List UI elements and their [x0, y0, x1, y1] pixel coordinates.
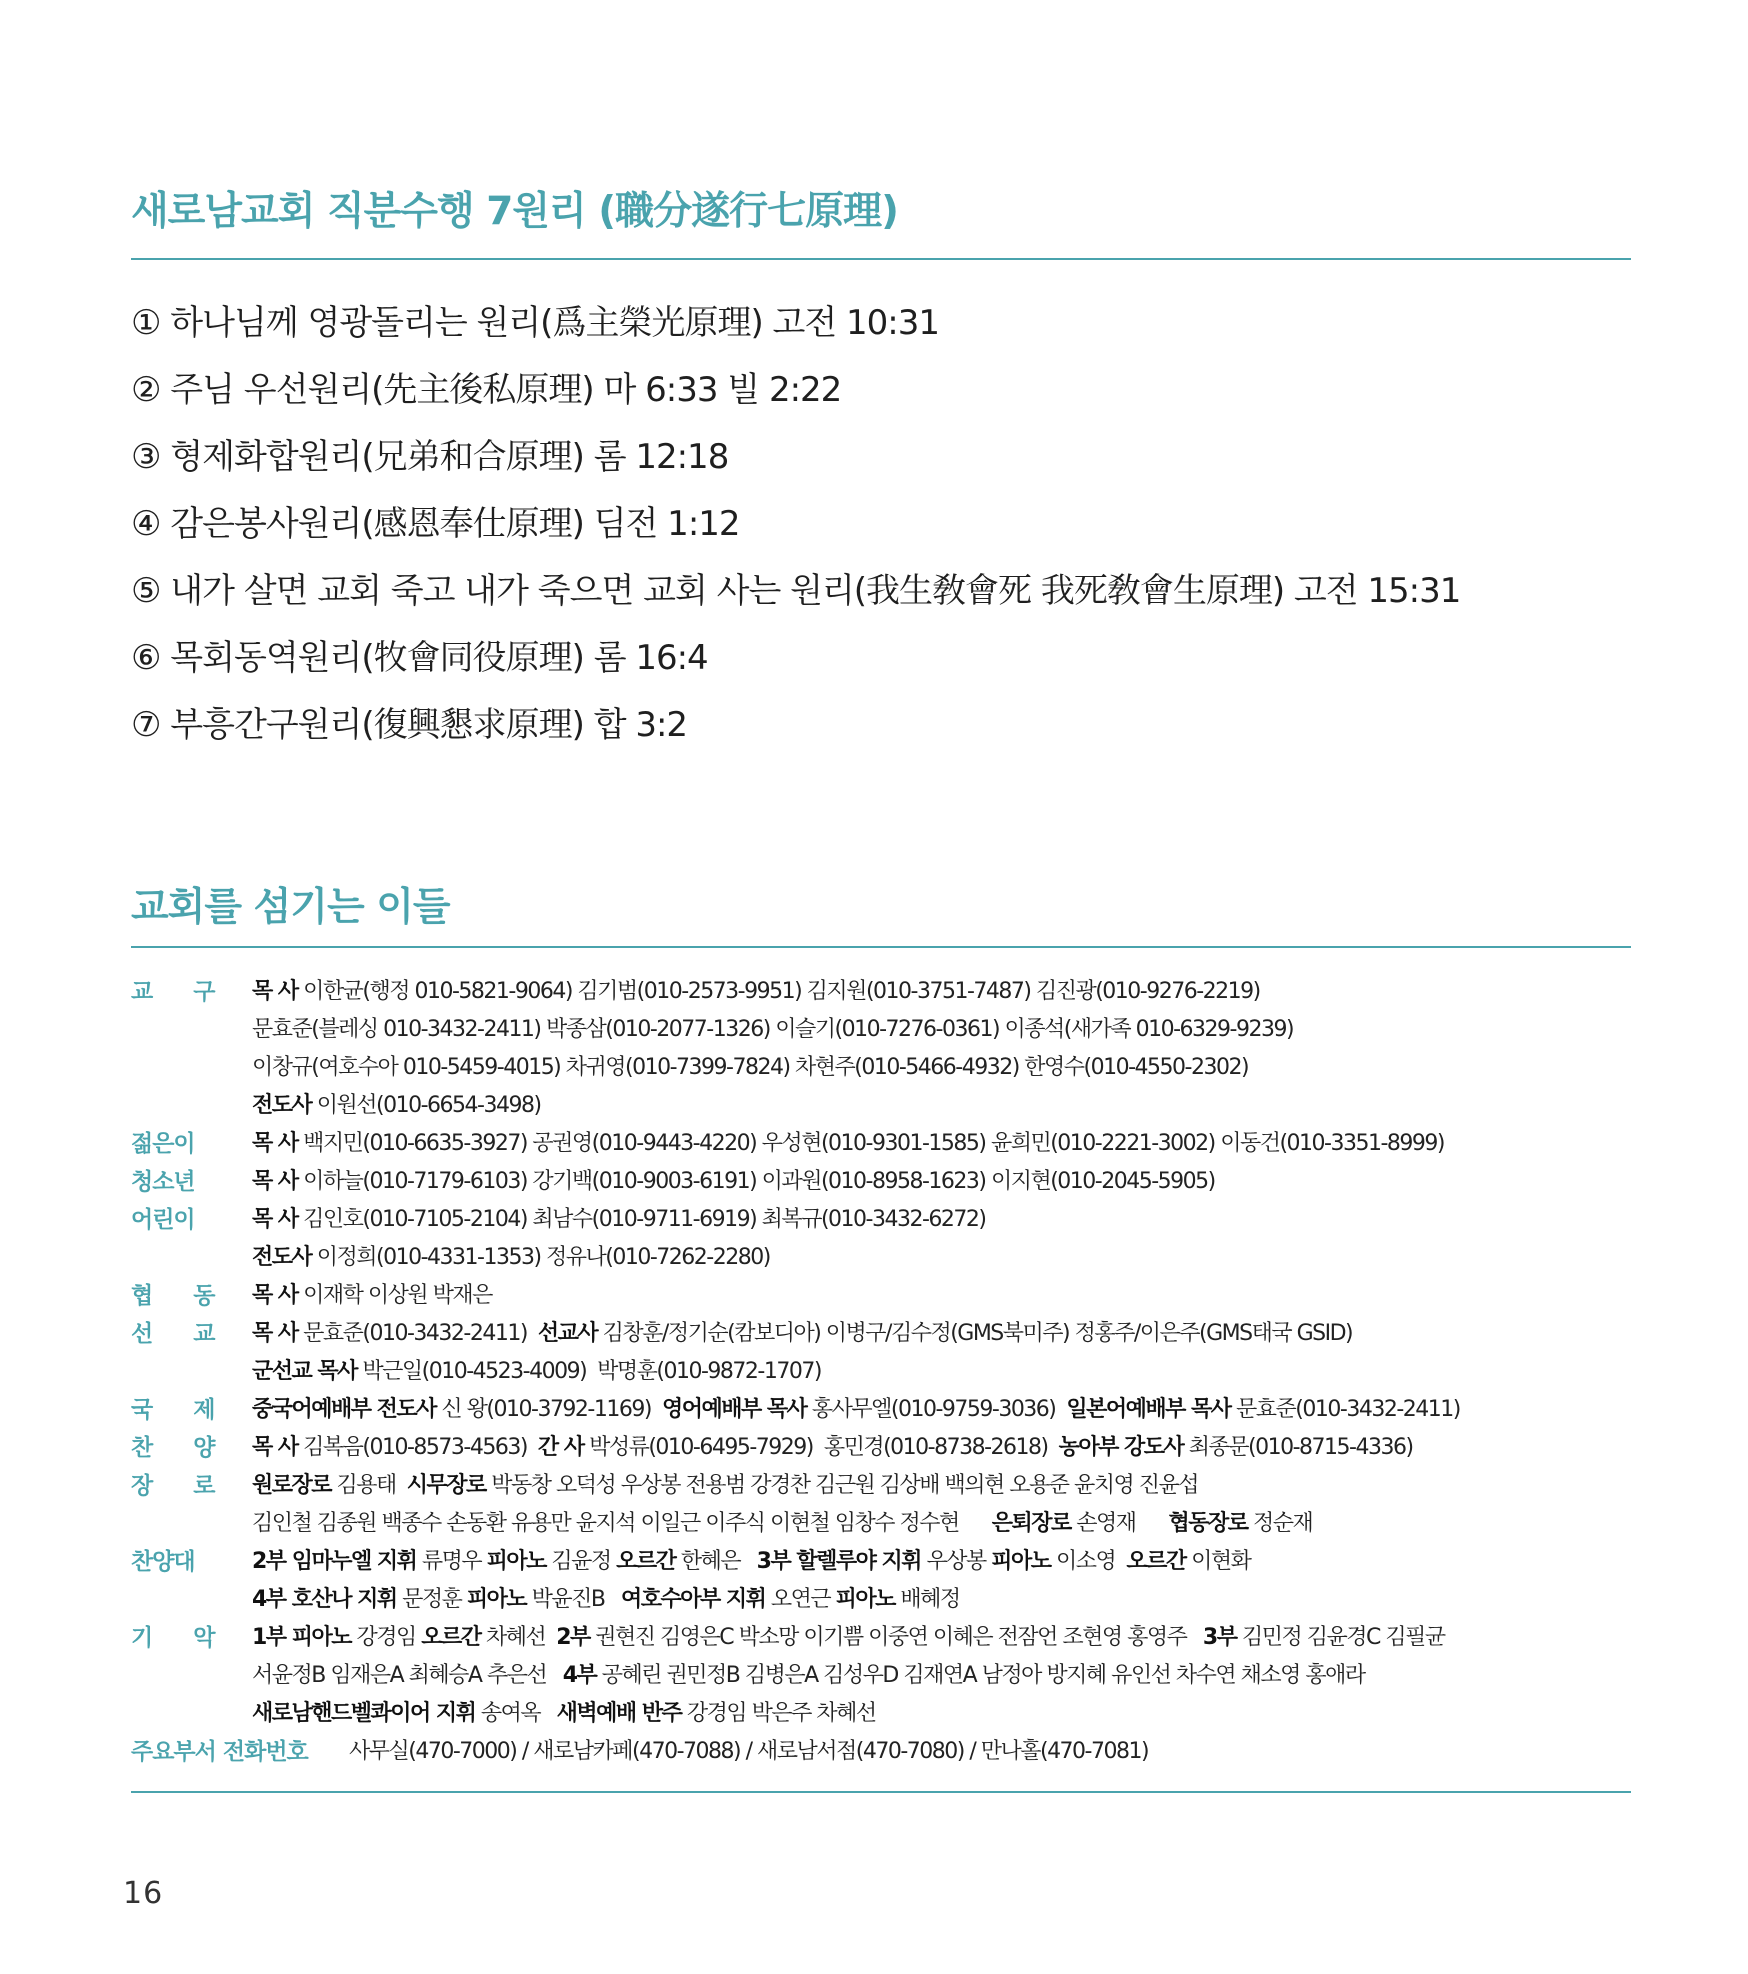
staff-entries	[252, 1163, 1215, 1201]
role-label: 3부 할렐루야 지휘	[756, 1549, 922, 1574]
staff-names: 이재학 이상원 박재은	[297, 1283, 492, 1308]
role-label: 은퇴장로	[991, 1511, 1071, 1536]
staff-names: 김인호(010-7105-2104) 최남수(010-9711-6919) 최복규(010-3432-6272)	[297, 1207, 986, 1232]
role-label: 원로장로	[252, 1473, 332, 1498]
category-label: 선 교	[131, 1321, 232, 1347]
staff-entries	[252, 1619, 1445, 1657]
staff-names: 이소영	[1050, 1549, 1127, 1574]
staff-names: 정순재	[1247, 1511, 1313, 1536]
directory-row	[131, 1619, 1631, 1657]
category-label: 어린이	[131, 1207, 195, 1233]
role-label: 3부	[1202, 1625, 1237, 1650]
role-label: 간 사	[537, 1435, 584, 1460]
principle-item: ③ 형제화합원리(兄弟和合原理) 롬 12:18	[131, 437, 729, 477]
department-phones-row	[131, 1733, 1631, 1771]
role-label: 오르간	[1126, 1549, 1186, 1574]
role-label: 선교사	[537, 1321, 598, 1346]
role-label: 피아노	[466, 1587, 527, 1612]
staff-names: 이한균(행정 010-5821-9064) 김기범(010-2573-9951) 김지원(010-3751-7487) 김진광(010-9276-2219)	[297, 979, 1260, 1004]
staff-entries	[252, 1087, 541, 1125]
role-label: 농아부 강도사	[1058, 1435, 1184, 1460]
category-label: 장 로	[131, 1473, 232, 1499]
role-label: 여호수아부 지휘	[620, 1587, 766, 1612]
role-label: 피아노	[835, 1587, 895, 1612]
directory-row	[131, 1391, 1631, 1429]
role-label: 시무장로	[406, 1473, 486, 1498]
staff-names: 차혜선	[480, 1625, 557, 1650]
staff-entries	[252, 1543, 1250, 1581]
directory-row	[131, 1657, 1631, 1695]
role-label: 전도사	[252, 1245, 312, 1270]
category-label: 청소년	[131, 1169, 195, 1195]
staff-names: 송여옥	[475, 1701, 557, 1726]
staff-names: 박성류(010-6495-7929) 홍민경(010-8738-2618)	[583, 1435, 1059, 1460]
staff-entries	[252, 1277, 492, 1315]
servants-divider	[131, 946, 1631, 948]
staff-names: 우상봉	[921, 1549, 992, 1574]
role-label: 새벽예배 반주	[556, 1701, 682, 1726]
directory-row	[131, 1011, 1631, 1049]
directory-row	[131, 1125, 1631, 1163]
staff-names: 이창규(여호수아 010-5459-4015) 차귀영(010-7399-7824) 차현주(010-5466-4932) 한영수(010-4550-2302)	[252, 1055, 1249, 1080]
servants-title: 교회를 섬기는 이들	[131, 885, 450, 930]
staff-entries	[252, 1391, 1460, 1429]
role-label: 새로남핸드벨콰이어 지휘	[252, 1701, 476, 1726]
category-label: 찬 양	[131, 1435, 232, 1461]
directory-row	[131, 1429, 1631, 1467]
staff-names: 이하늘(010-7179-6103) 강기백(010-9003-6191) 이과원(010-8958-1623) 이지현(010-2045-5905)	[297, 1169, 1215, 1194]
directory-row	[131, 1695, 1631, 1733]
title-divider	[131, 258, 1631, 260]
role-label: 2부	[556, 1625, 590, 1650]
servants-directory	[131, 973, 1631, 1771]
staff-entries	[252, 1581, 960, 1619]
role-label: 목 사	[252, 1435, 298, 1460]
directory-row	[131, 1049, 1631, 1087]
department-phones-label: 주요부서 전화번호	[131, 1739, 308, 1765]
role-label: 목 사	[252, 1131, 298, 1156]
role-label: 협동장로	[1168, 1511, 1248, 1536]
role-label: 목 사	[252, 1283, 298, 1308]
role-label: 오르간	[421, 1625, 481, 1650]
category-label: 국 제	[131, 1397, 232, 1423]
role-label: 중국어예배부 전도사	[252, 1397, 436, 1422]
staff-names: 문효준(010-3432-2411)	[297, 1321, 538, 1346]
staff-entries	[252, 1429, 1413, 1467]
category-label: 젊은이	[131, 1131, 195, 1157]
directory-row	[131, 1353, 1631, 1391]
category-label: 협 동	[131, 1283, 232, 1309]
directory-row	[131, 1087, 1631, 1125]
principle-item: ⑥ 목회동역원리(牧會同役原理) 롬 16:4	[131, 638, 708, 678]
staff-names: 공혜린 권민정B 김병은A 김성우D 김재연A 남정아 방지혜 유인선 차수연 채소영 홍애라	[596, 1663, 1365, 1688]
role-label: 1부 피아노	[252, 1625, 351, 1650]
staff-names: 이현화	[1185, 1549, 1251, 1574]
role-label: 2부 임마누엘 지휘	[252, 1549, 417, 1574]
directory-row	[131, 1201, 1631, 1239]
role-label: 4부 호산나 지휘	[252, 1587, 397, 1612]
staff-names: 신 왕(010-3792-1169)	[435, 1397, 662, 1422]
staff-entries	[252, 1657, 1365, 1695]
directory-row	[131, 1543, 1631, 1581]
staff-names: 이원선(010-6654-3498)	[311, 1093, 541, 1118]
role-label: 오르간	[616, 1549, 676, 1574]
directory-row	[131, 1277, 1631, 1315]
staff-entries	[252, 1049, 1248, 1087]
directory-row	[131, 1467, 1631, 1505]
staff-entries	[252, 1011, 1293, 1049]
principle-item: ② 주님 우선원리(先主後私原理) 마 6:33 빌 2:22	[131, 370, 842, 410]
staff-names: 배혜정	[894, 1587, 960, 1612]
staff-names: 권현진 김영은C 박소망 이기쁨 이중연 이혜은 전잠언 조현영 홍영주	[589, 1625, 1203, 1650]
staff-names: 문효준(블레싱 010-3432-2411) 박종삼(010-2077-1326) 이슬기(010-7276-0361) 이종석(새가족 010-6329-9239)	[252, 1017, 1294, 1042]
directory-row	[131, 973, 1631, 1011]
role-label: 목 사	[252, 1207, 298, 1232]
directory-row	[131, 1163, 1631, 1201]
staff-names: 이정희(010-4331-1353) 정유나(010-7262-2280)	[311, 1245, 770, 1270]
staff-names: 서윤정B 임재은A 최혜승A 추은선	[252, 1663, 563, 1688]
staff-entries	[252, 1201, 985, 1239]
staff-entries	[252, 1125, 1444, 1163]
staff-names: 박근일(010-4523-4009) 박명훈(010-9872-1707)	[356, 1359, 821, 1384]
staff-names: 백지민(010-6635-3927) 공권영(010-9443-4220) 우성현(010-9301-1585) 윤희민(010-2221-3002) 이동건(010-3351-8999)	[297, 1131, 1444, 1156]
department-phones-text: 사무실(470-7000) / 새로남카페(470-7088) / 새로남서점(470-7080) / 만나홀(470-7081)	[349, 1739, 1149, 1764]
staff-names: 김인철 김종원 백종수 손동환 유용만 윤지석 이일근 이주식 이현철 임창수 정수현	[252, 1511, 992, 1536]
staff-names: 김윤정	[545, 1549, 617, 1574]
role-label: 군선교 목사	[252, 1359, 357, 1384]
staff-names: 문정훈	[396, 1587, 467, 1612]
role-label: 목 사	[252, 1169, 298, 1194]
role-label: 피아노	[486, 1549, 546, 1574]
role-label: 목 사	[252, 1321, 298, 1346]
staff-entries	[252, 1315, 1352, 1353]
role-label: 전도사	[252, 1093, 312, 1118]
bottom-divider	[131, 1791, 1631, 1793]
role-label: 영어예배부 목사	[661, 1397, 807, 1422]
staff-names: 홍사무엘(010-9759-3036)	[806, 1397, 1067, 1422]
principle-item: ⑤ 내가 살면 교회 죽고 내가 죽으면 교회 사는 원리(我生敎會死 我死敎會生原理) 고전 15:31	[131, 571, 1461, 611]
directory-row	[131, 1239, 1631, 1277]
category-label: 찬양대	[131, 1549, 195, 1575]
staff-names: 강경임 박은주 차혜선	[681, 1701, 876, 1726]
staff-names: 박윤진B	[526, 1587, 621, 1612]
principle-item: ⑦ 부흥간구원리(復興懇求原理) 합 3:2	[131, 705, 688, 745]
staff-names: 오연근	[765, 1587, 836, 1612]
role-label: 4부	[562, 1663, 597, 1688]
staff-entries	[252, 1467, 1198, 1505]
staff-names: 최종문(010-8715-4336)	[1183, 1435, 1413, 1460]
principles-list	[131, 290, 1460, 759]
principles-title: 새로남교회 직분수행 7원리 (職分遂行七原理)	[131, 189, 898, 234]
role-label: 일본어예배부 목사	[1066, 1397, 1231, 1422]
principle-item: ① 하나님께 영광돌리는 원리(爲主榮光原理) 고전 10:31	[131, 303, 940, 343]
staff-names: 김민정 김윤경C 김필균	[1236, 1625, 1445, 1650]
staff-names: 류명우	[416, 1549, 487, 1574]
principle-item: ④ 감은봉사원리(感恩奉仕原理) 딤전 1:12	[131, 504, 740, 544]
category-label: 교 구	[131, 979, 232, 1005]
staff-names: 한혜은	[675, 1549, 757, 1574]
directory-row	[131, 1581, 1631, 1619]
staff-names: 김복음(010-8573-4563)	[297, 1435, 538, 1460]
directory-row	[131, 1505, 1631, 1543]
staff-names: 손영재	[1070, 1511, 1169, 1536]
directory-row	[131, 1315, 1631, 1353]
staff-names: 김용태	[331, 1473, 407, 1498]
role-label: 피아노	[991, 1549, 1051, 1574]
staff-entries	[252, 973, 1260, 1011]
role-label: 목 사	[252, 979, 298, 1004]
staff-entries	[252, 1695, 876, 1733]
category-label: 기 악	[131, 1625, 232, 1651]
staff-names: 강경임	[350, 1625, 422, 1650]
staff-entries	[252, 1239, 770, 1277]
staff-names: 박동창 오덕성 우상봉 전용범 강경찬 김근원 김상배 백의현 오용준 윤치영 진윤섭	[485, 1473, 1199, 1498]
staff-names: 문효준(010-3432-2411)	[1230, 1397, 1460, 1422]
staff-entries	[252, 1505, 1312, 1543]
staff-names: 김창훈/정기순(캄보디아) 이병구/김수정(GMS북미주) 정홍주/이은주(GMS태국 GSID)	[597, 1321, 1353, 1346]
page-number: 16	[123, 1876, 164, 1911]
staff-entries	[252, 1353, 821, 1391]
